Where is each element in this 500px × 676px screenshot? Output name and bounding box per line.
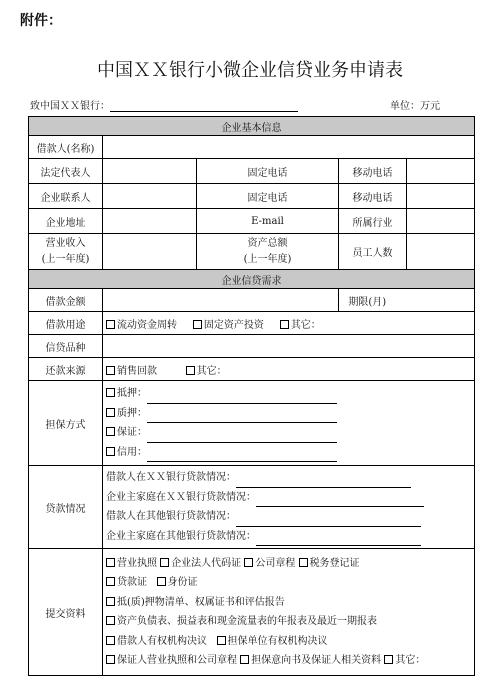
purpose-option-other[interactable]: 其它：	[280, 320, 321, 331]
legal-rep-field[interactable]	[103, 159, 197, 184]
doc-option[interactable]: 贷款证	[106, 577, 147, 588]
contact-label: 企业联系人	[29, 184, 103, 209]
docs-line	[106, 612, 471, 632]
doc-option[interactable]: 资产负债表、损益表和现金流量表的年报表及最近一期报表	[106, 616, 377, 627]
application-form-table	[28, 116, 475, 676]
term-label: 期限(月)	[348, 296, 387, 308]
doc-option[interactable]: 保证人营业执照和公司章程	[106, 655, 237, 666]
product-label: 信贷品种	[29, 335, 103, 358]
docs-label: 提交资料	[29, 549, 103, 676]
email-label: E-mail	[197, 209, 339, 234]
revenue-field[interactable]	[103, 234, 197, 270]
checkbox-icon	[157, 577, 166, 586]
checkbox-icon	[299, 558, 308, 567]
repay-option-sales[interactable]: 销售回款	[106, 366, 157, 377]
legal-rep-mobile-label: 移动电话	[339, 159, 407, 184]
contact-phone-label: 固定电话	[197, 184, 339, 209]
doc-option[interactable]: 公司章程	[244, 558, 295, 569]
guarantee-option-credit[interactable]: 信用：	[106, 443, 471, 463]
checkbox-icon	[160, 558, 169, 567]
loans-line: 企业主家庭在其他银行贷款情况：	[106, 527, 471, 547]
repay-options	[103, 358, 475, 381]
employees-label: 员工人数	[339, 234, 407, 270]
borrower-label: 借款人(名称)	[29, 136, 103, 159]
doc-option[interactable]: 身份证	[157, 577, 198, 588]
addressee-label: 致中国ＸＸ银行：	[30, 101, 110, 112]
purpose-option-fixed-assets[interactable]: 固定资产投资	[193, 320, 264, 331]
guarantee-blank[interactable]	[147, 430, 337, 443]
checkbox-icon	[280, 320, 289, 329]
loans-blank[interactable]	[256, 494, 424, 507]
section-header-basic-info: 企业基本信息	[29, 117, 475, 136]
docs-line	[106, 632, 471, 652]
assets-label: 资产总额 (上一年度)	[197, 234, 339, 270]
checkbox-icon	[106, 320, 115, 329]
checkbox-icon	[217, 636, 226, 645]
purpose-label: 借款用途	[29, 312, 103, 335]
product-field[interactable]	[103, 335, 475, 358]
docs-line	[106, 651, 471, 671]
doc-option[interactable]: 借款人有权机构决议	[106, 636, 207, 647]
checkbox-icon	[186, 366, 195, 375]
checkbox-icon	[106, 597, 115, 606]
borrower-field[interactable]	[103, 136, 475, 159]
unit-label: 单位：万元	[390, 101, 440, 112]
purpose-options	[103, 312, 475, 335]
doc-option[interactable]: 企业法人代码证	[160, 558, 241, 569]
checkbox-icon	[240, 655, 249, 664]
checkbox-icon	[106, 577, 115, 586]
docs-line	[106, 554, 471, 574]
repay-option-other[interactable]: 其它：	[186, 366, 227, 377]
guarantee-blank[interactable]	[147, 410, 337, 423]
revenue-label: 营业收入 (上一年度)	[29, 234, 103, 270]
address-label: 企业地址	[29, 209, 103, 234]
loans-label: 贷款情况	[29, 466, 103, 549]
guarantee-blank[interactable]	[147, 391, 337, 404]
legal-rep-phone-label: 固定电话	[197, 159, 339, 184]
loans-blank[interactable]	[236, 514, 421, 527]
loans-line: 企业主家庭在ＸＸ银行贷款情况：	[106, 488, 471, 508]
checkbox-icon	[106, 655, 115, 664]
contact-mobile-label: 移动电话	[339, 184, 407, 209]
term-cell[interactable]	[339, 289, 475, 312]
checkbox-icon	[384, 655, 393, 664]
contact-field[interactable]	[103, 184, 197, 209]
section-header-credit-demand: 企业信贷需求	[29, 270, 475, 289]
checkbox-icon	[106, 427, 115, 436]
checkbox-icon	[106, 388, 115, 397]
addressee-line	[30, 97, 298, 112]
doc-option[interactable]: 担保意向书及保证人相关资料	[240, 655, 381, 666]
doc-option[interactable]: 抵(质)押物清单、权属证书和评估报告	[106, 597, 285, 608]
docs-line	[106, 573, 471, 593]
checkbox-icon	[106, 366, 115, 375]
form-title: 中国ＸＸ银行小微企业信贷业务申请表	[97, 60, 403, 81]
docs-checklist	[103, 549, 475, 676]
addressee-blank[interactable]	[110, 101, 298, 112]
checkbox-icon	[106, 447, 115, 456]
contact-mobile-field[interactable]	[407, 184, 475, 209]
attachment-label: 附件：	[20, 13, 62, 29]
guarantee-option-surety[interactable]: 保证：	[106, 423, 471, 443]
guarantee-blank[interactable]	[147, 449, 337, 462]
loans-line: 借款人在其他银行贷款情况：	[106, 507, 471, 527]
employees-field[interactable]	[407, 234, 475, 270]
loans-lines	[103, 466, 475, 549]
industry-label: 所属行业	[339, 209, 407, 234]
doc-option[interactable]: 担保单位有权机构决议	[217, 636, 328, 647]
loans-blank[interactable]	[256, 533, 421, 546]
checkbox-icon	[106, 408, 115, 417]
doc-option[interactable]: 营业执照	[106, 558, 157, 569]
guarantee-label: 担保方式	[29, 381, 103, 466]
industry-field[interactable]	[407, 209, 475, 234]
purpose-option-working-capital[interactable]: 流动资金周转	[106, 320, 177, 331]
docs-line	[106, 593, 471, 613]
guarantee-option-pledge[interactable]: 质押：	[106, 404, 471, 424]
checkbox-icon	[244, 558, 253, 567]
loans-blank[interactable]	[236, 475, 411, 488]
checkbox-icon	[106, 636, 115, 645]
repay-label: 还款来源	[29, 358, 103, 381]
address-field[interactable]	[103, 209, 197, 234]
guarantee-option-mortgage[interactable]: 抵押：	[106, 384, 471, 404]
doc-option[interactable]: 其它：	[384, 655, 425, 666]
loans-line: 借款人在ＸＸ银行贷款情况：	[106, 468, 471, 488]
guarantee-options	[103, 381, 475, 466]
checkbox-icon	[193, 320, 202, 329]
legal-rep-label: 法定代表人	[29, 159, 103, 184]
doc-option[interactable]: 税务登记证	[299, 558, 360, 569]
amount-label: 借款金额	[29, 289, 103, 312]
checkbox-icon	[106, 558, 115, 567]
legal-rep-mobile-field[interactable]	[407, 159, 475, 184]
checkbox-icon	[106, 616, 115, 625]
amount-field[interactable]	[103, 289, 339, 312]
